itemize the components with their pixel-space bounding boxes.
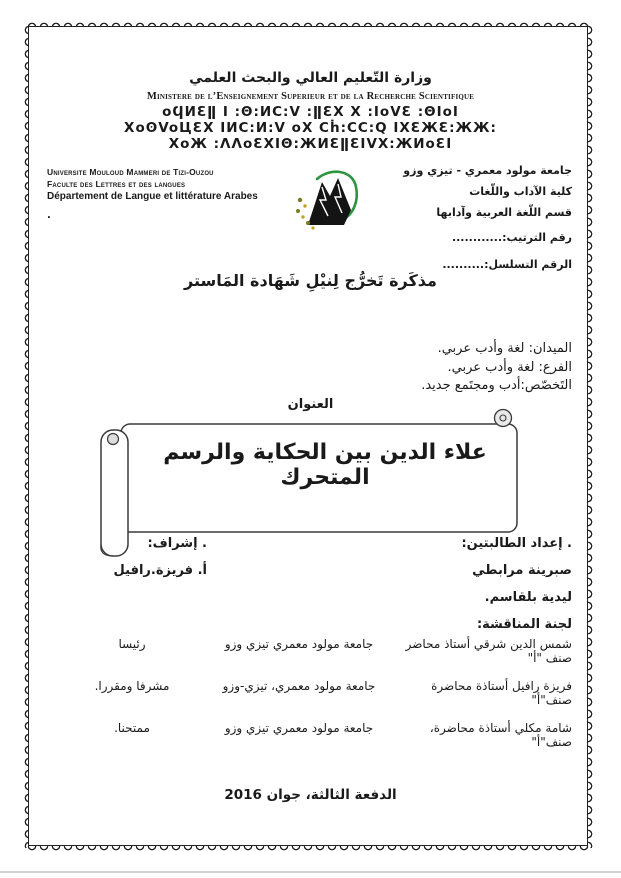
jury-member-role: رئيسا (118, 637, 146, 651)
jury-member-role: مشرفا ومقررا. (94, 679, 170, 693)
authors-block (312, 530, 572, 638)
ministry-title-arabic: وزارة التّعليم العالي والبحث العلمي (189, 70, 432, 86)
author-name-1: صبرينة مرابطي (472, 563, 572, 578)
field-branch: الفرع: لغة وأدب عربي. (447, 359, 572, 375)
border-scallop-bottom (26, 846, 590, 854)
jury-row (60, 721, 572, 749)
title-label: العنوان (287, 397, 334, 412)
batch-date-line: الدفعة الثالثة، جوان 2016 (224, 787, 397, 803)
jury-row (60, 679, 572, 707)
field-specialty: التَخصّص:أدب ومجتَمع جديد. (421, 378, 572, 393)
border-scallop-top (26, 19, 590, 27)
jury-member-university: جامعة مولود معمري تيزي وزو (224, 721, 374, 735)
jury-member-role: ممتحنا. (114, 721, 150, 735)
tifinagh-line-2: XoʘVoЦƐX IИC:И:V oX Cḣ:CC:Q IXƐЖƐ:ЖЖ: (124, 120, 497, 136)
supervision-block (95, 530, 207, 584)
study-fields (272, 340, 572, 396)
page-bottom-edge (0, 871, 621, 873)
jury-member-name: فريزة رافيل أستاذة محاضرة صنف"أ" (431, 679, 572, 707)
faculty-name-arabic: كلية الآداب واللّغات (469, 185, 572, 198)
jury-member-university: جامعة مولود معمري، تيزي-وزو (222, 679, 376, 693)
supervision-heading: . إشراف: (147, 536, 207, 551)
jury-heading: لجنة المناقشة: (476, 617, 572, 632)
department-name-french: Département de Langue et littérature Arabes (47, 191, 258, 202)
jury-member-name: شمس الدين شرقي أستاذ محاضر صنف "أ" (405, 637, 572, 665)
degree-line: مذكَرة تَخرُّج لِنيْلِ شَهَادة المَاستر (184, 271, 437, 290)
author-name-2: ليدية بلقاسم. (484, 590, 572, 605)
ministry-title-french: Ministere de l’Enseignement Superieur et de la Recherche Scientifique (146, 91, 475, 102)
authors-heading: . إعداد الطالبتين: (461, 536, 572, 551)
field-domain: الميدان: لغة وأدب عربي. (437, 341, 572, 356)
serial-number-line: الرقم التسلسل:.......... (442, 258, 572, 271)
order-number-line: رقم الترتيب:............ (451, 231, 572, 244)
university-name-french: Universite Mouloud Mammeri de Tizi-Ouzou (47, 167, 214, 177)
tifinagh-line-3: XoЖ :ΛΛoƐXIΘ:ЖИƐǁƐIVX:ЖИoƐI (168, 136, 453, 152)
thesis-title: علاء الدين بين الحكاية والرسم المتحرك (163, 440, 487, 490)
department-name-arabic: قسم اللّغة العربية وآدابها (436, 206, 572, 219)
jury-table (60, 637, 572, 763)
supervisor-name: أ. فريزة.رافيل (113, 563, 207, 578)
institution-block-french (47, 166, 297, 221)
jury-member-name: شامة مكلي أستاذة محاضرة، صنف"أ" (429, 721, 572, 749)
jury-row (60, 637, 572, 665)
jury-member-university: جامعة مولود معمري تيزي وزو (224, 637, 374, 651)
institution-block-arabic (332, 160, 572, 277)
faculty-name-french: Faculte des Lettres et des langues (47, 179, 186, 189)
university-name-arabic: جامعة مولود معمري - تيزي وزو (403, 164, 572, 177)
stray-dot: . (47, 210, 51, 221)
tifinagh-line-1: oϤИƐǁ I :Θ:ИC:V :ǁƐX X :IoVƐ :ΘIoI (162, 104, 459, 120)
